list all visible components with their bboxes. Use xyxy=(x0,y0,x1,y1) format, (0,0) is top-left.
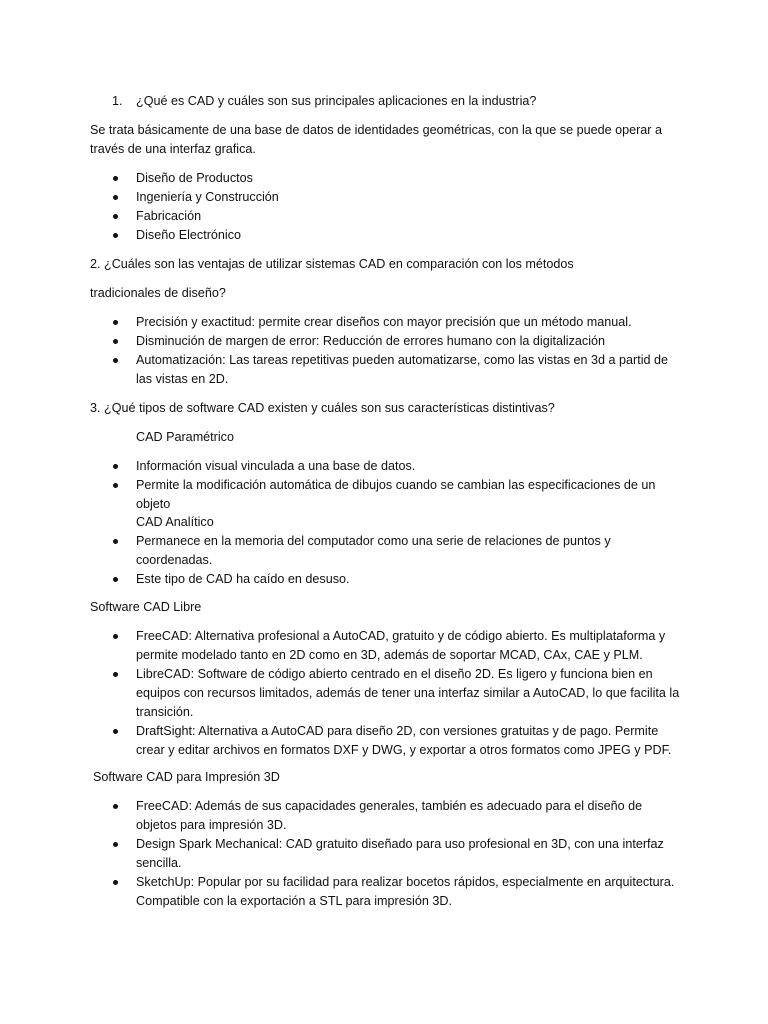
list-item: DraftSight: Alternativa a AutoCAD para diseño 2D, con versiones gratuitas y de pago. Permite crear y editar archivos en formatos DXF y DWG, y exportar a otros formatos como JPEG y PDF. xyxy=(0,722,681,760)
bullet-icon xyxy=(113,214,118,219)
advantages-list xyxy=(0,313,681,389)
list-item: Permanece en la memoria del computador como una serie de relaciones de puntos y coordenadas. xyxy=(0,532,681,570)
bullet-icon xyxy=(113,339,118,344)
list-item: LibreCAD: Software de código abierto centrado en el diseño 2D. Es ligero y funciona bien en equipos con recursos limitados, además de tener una interfaz similar a AutoCAD, lo que facilita la transición. xyxy=(0,665,681,722)
analytic-heading: CAD Analítico xyxy=(136,515,214,529)
list-item: Precisión y exactitud: permite crear diseños con mayor precisión que un método manual. xyxy=(0,313,681,332)
list-item: Fabricación xyxy=(0,207,681,226)
print-3d-list xyxy=(0,797,681,911)
bullet-icon xyxy=(113,804,118,809)
question-2-line-2: tradicionales de diseño? xyxy=(90,286,226,300)
bullet-icon xyxy=(113,320,118,325)
list-item: Información visual vinculada a una base de datos. xyxy=(0,457,681,476)
list-item: Diseño de Productos xyxy=(0,169,681,188)
question-1 xyxy=(112,92,536,111)
bullet-icon xyxy=(113,358,118,363)
list-item: Ingeniería y Construcción xyxy=(0,188,681,207)
bullet-icon xyxy=(113,483,118,488)
question-2-line-1: 2. ¿Cuáles son las ventajas de utilizar sistemas CAD en comparación con los métodos xyxy=(90,257,574,271)
question-1-answer: Se trata básicamente de una base de datos de identidades geométricas, con la que se puede operar a través de una interfaz grafica. xyxy=(90,123,663,156)
question-3: 3. ¿Qué tipos de software CAD existen y cuáles son sus características distintivas? xyxy=(90,401,555,415)
question-1-number: 1. xyxy=(112,94,123,108)
list-item: Diseño Electrónico xyxy=(0,226,681,245)
bullet-icon xyxy=(113,672,118,677)
bullet-icon xyxy=(113,577,118,582)
bullet-icon xyxy=(113,176,118,181)
bullet-icon xyxy=(113,842,118,847)
list-item: Disminución de margen de error: Reducción de errores humano con la digitalización xyxy=(0,332,681,351)
free-software-list xyxy=(0,627,681,760)
list-item: Este tipo de CAD ha caído en desuso. xyxy=(0,570,681,589)
bullet-icon xyxy=(113,880,118,885)
bullet-icon xyxy=(113,233,118,238)
print-3d-heading: Software CAD para Impresión 3D xyxy=(93,770,280,784)
parametric-list xyxy=(0,457,681,514)
bullet-icon xyxy=(113,729,118,734)
bullet-icon xyxy=(113,464,118,469)
free-software-heading: Software CAD Libre xyxy=(90,600,202,614)
bullet-icon xyxy=(113,539,118,544)
list-item: FreeCAD: Alternativa profesional a AutoCAD, gratuito y de código abierto. Es multiplataforma y permite modelado tanto en 2D como en 3D, además de soportar MCAD, CAx, CAE y PLM. xyxy=(0,627,681,665)
list-item: FreeCAD: Además de sus capacidades generales, también es adecuado para el diseño de objetos para impresión 3D. xyxy=(0,797,681,835)
analytic-list xyxy=(0,532,681,589)
bullet-icon xyxy=(113,634,118,639)
list-item: Automatización: Las tareas repetitivas pueden automatizarse, como las vistas en 3d a partid de las vistas en 2D. xyxy=(0,351,681,389)
list-item: Permite la modificación automática de dibujos cuando se cambian las especificaciones de un objeto xyxy=(0,476,681,514)
bullet-icon xyxy=(113,195,118,200)
applications-list xyxy=(0,169,681,245)
question-1-text: ¿Qué es CAD y cuáles son sus principales aplicaciones en la industria? xyxy=(136,94,537,108)
parametric-heading: CAD Paramétrico xyxy=(136,430,234,444)
list-item: SketchUp: Popular por su facilidad para realizar bocetos rápidos, especialmente en arquitectura. Compatible con la exportación a STL para impresión 3D. xyxy=(0,873,681,911)
list-item: Design Spark Mechanical: CAD gratuito diseñado para uso profesional en 3D, con una interfaz sencilla. xyxy=(0,835,681,873)
